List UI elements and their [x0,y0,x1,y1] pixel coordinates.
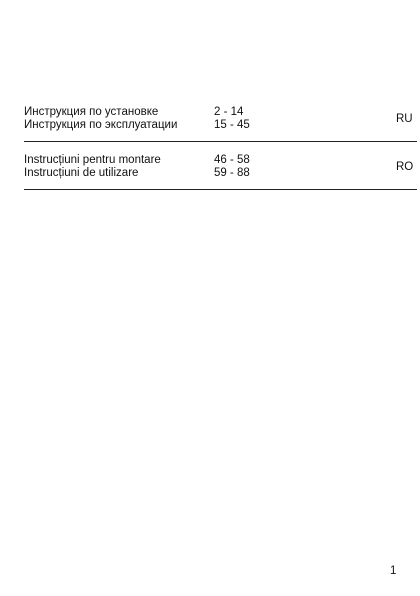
toc-entry-title: Instrucțiuni pentru montare [24,154,161,166]
section-divider [24,189,417,190]
toc-section-ru [24,106,417,146]
toc-entry [24,167,417,180]
toc-entry [24,119,417,132]
toc-entry-title: Инструкция по установке [24,106,159,118]
toc-entry-pages: 2 - 14 [214,106,244,118]
toc-entry [24,154,417,167]
language-code: RU [396,113,413,125]
toc-entry [24,106,417,119]
language-code: RO [396,161,414,173]
toc-entry-pages: 59 - 88 [214,167,250,179]
toc-section-ro [24,154,417,194]
toc-entry-pages: 15 - 45 [214,119,250,131]
toc-entry-pages: 46 - 58 [214,154,250,166]
toc-entry-title: Instrucțiuni de utilizare [24,167,139,179]
table-of-contents [24,106,417,194]
section-divider [24,141,417,142]
toc-entry-title: Инструкция по эксплуатации [24,119,178,131]
page-number: 1 [390,565,397,577]
